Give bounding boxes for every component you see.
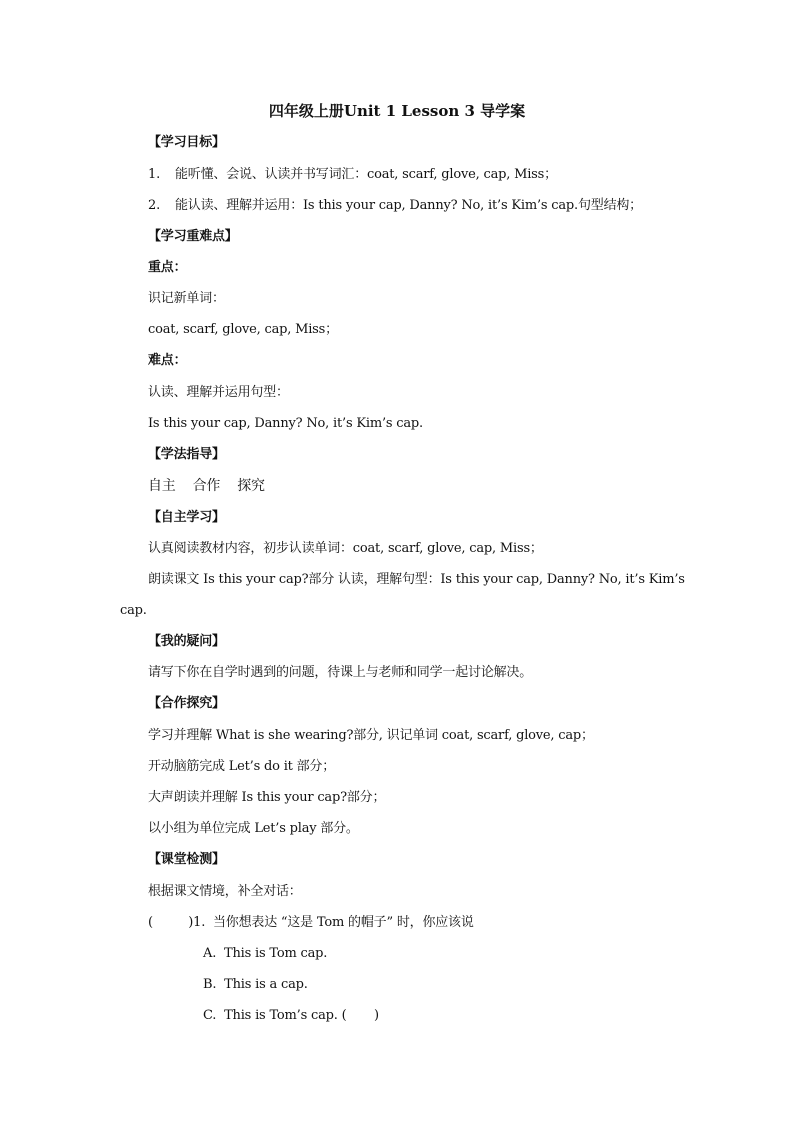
self-study-line-3: cap.	[120, 603, 147, 618]
key-label: 重点：	[148, 260, 187, 275]
cooperation-line-1: 学习并理解 What is she wearing?部分, 识记单词 coat, scarf, glove, cap；	[148, 728, 594, 743]
questions-heading: 【我的疑问】	[148, 634, 225, 649]
difficult-label: 难点：	[148, 353, 187, 368]
goal-item-2	[148, 197, 734, 215]
cooperation-line-4: 以小组为单位完成 Let’s play 部分。	[148, 821, 359, 836]
difficult-line-2: Is this your cap, Danny? No, it’s Kim’s cap.	[148, 416, 423, 431]
method-heading: 【学法指导】	[148, 447, 225, 462]
self-study-line-1: 认真阅读教材内容，初步认读单词：coat, scarf, glove, cap, Miss；	[148, 541, 543, 556]
cooperation-line-3: 大声朗读并理解 Is this your cap?部分；	[148, 790, 386, 805]
option-b: B. This is a cap.	[203, 977, 308, 992]
key-line-1: 识记新单词：	[148, 291, 225, 306]
page-title: 四年级上册Unit 1 Lesson 3 导学案	[268, 102, 526, 120]
option-c: C. This is Tom’s cap. ( )	[203, 1008, 379, 1023]
cooperation-heading: 【合作探究】	[148, 696, 225, 711]
question-1: ( )1. 当你想表达 “这是 Tom 的帽子” 时，你应该说	[148, 915, 474, 930]
goal-item-1	[148, 166, 734, 184]
self-study-line-2: 朗读课文 Is this your cap?部分 认读，理解句型：Is this your cap, Danny? No, it’s Kim’s	[148, 572, 685, 587]
self-study-heading: 【自主学习】	[148, 510, 225, 525]
difficult-line-1: 认读、理解并运用句型：	[148, 385, 289, 400]
goal-item-2-num: 2.	[148, 198, 161, 213]
goal-item-2-text: 能认读、理解并运用：Is this your cap, Danny? No, it’s Kim’s cap.句型结构；	[175, 198, 642, 213]
key-line-2: coat, scarf, glove, cap, Miss；	[148, 322, 338, 337]
goals-heading: 【学习目标】	[148, 135, 225, 150]
goal-item-1-num: 1.	[148, 167, 161, 182]
check-intro: 根据课文情境，补全对话：	[148, 884, 302, 899]
check-heading: 【课堂检测】	[148, 852, 225, 867]
option-a: A. This is Tom cap.	[203, 946, 328, 961]
key-points-heading: 【学习重难点】	[148, 229, 238, 244]
cooperation-line-2: 开动脑筋完成 Let’s do it 部分；	[148, 759, 336, 774]
method-text: 自主 合作 探究	[148, 478, 265, 494]
goal-item-1-text: 能听懂、会说、认读并书写词汇：coat, scarf, glove, cap, Miss；	[175, 167, 557, 182]
questions-text: 请写下你在自学时遇到的问题，待课上与老师和同学一起讨论解决。	[148, 665, 533, 680]
